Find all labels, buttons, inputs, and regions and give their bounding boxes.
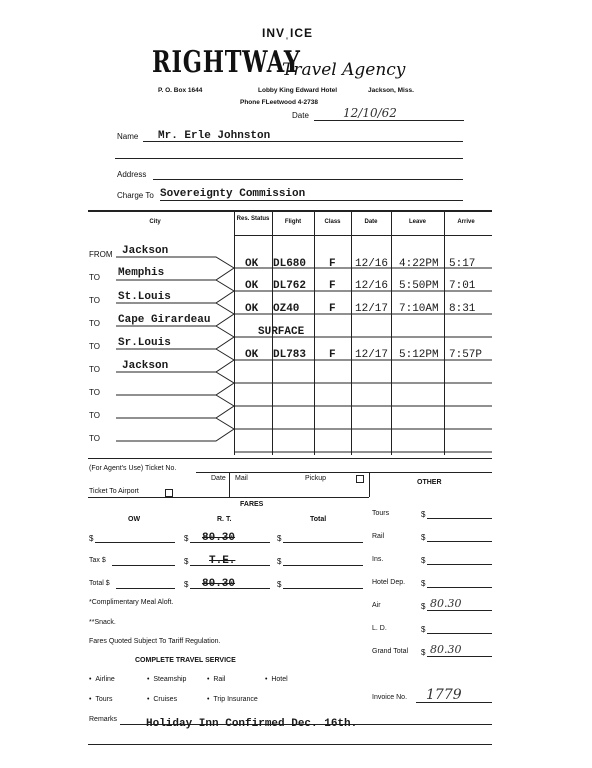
rail-label: Rail xyxy=(372,533,385,540)
leave-cell: 7:10AM xyxy=(399,303,439,315)
hotel-dep-label: Hotel Dep. xyxy=(372,579,406,586)
tax-rt-value: T.E. xyxy=(209,555,236,567)
class-cell: F xyxy=(329,280,336,292)
fare-rt-value: 80.30 xyxy=(202,532,236,544)
fares-ow: OW xyxy=(128,516,141,523)
service-rail: • Rail xyxy=(207,676,226,683)
city-state: Jackson, Miss. xyxy=(368,87,414,94)
airport-checkbox[interactable] xyxy=(165,489,173,497)
name-label: Name xyxy=(117,132,139,141)
air-label: Air xyxy=(372,602,381,609)
service-cruises: • Cruises xyxy=(147,696,178,703)
grand-total-label: Grand Total xyxy=(372,648,409,655)
agent-ticket-label: (For Agent's Use) Ticket No. xyxy=(89,465,177,472)
status-cell: OK xyxy=(245,303,259,315)
flight-cell: DL680 xyxy=(273,258,307,270)
total-label: Total $ xyxy=(89,580,110,587)
phone: Phone FLeetwood 4-2738 xyxy=(240,99,319,106)
leave-cell: 4:22PM xyxy=(399,258,439,270)
invoice-no-label: Invoice No. xyxy=(372,694,408,701)
arrive-cell: 5:17 xyxy=(449,258,476,270)
date-cell: 12/17 xyxy=(355,303,389,315)
arrive-cell: 8:31 xyxy=(449,303,476,315)
row-prefix: TO xyxy=(89,273,100,282)
service-airline: • Airline xyxy=(89,676,115,683)
arrive-cell: 7:01 xyxy=(449,280,476,292)
other-label: OTHER xyxy=(417,479,442,486)
status-cell: SURFACE xyxy=(258,326,305,338)
date-value: 12/10/62 xyxy=(343,106,397,120)
pickup-label: Pickup xyxy=(305,475,327,482)
meal-note: *Complimentary Meal Aloft. xyxy=(89,599,174,606)
status-cell: OK xyxy=(245,349,259,361)
service-trip-insurance: • Trip Insurance xyxy=(207,696,258,703)
ins-label: Ins. xyxy=(372,556,384,563)
ld-label: L. D. xyxy=(372,625,387,632)
col-flight: Flight xyxy=(284,219,302,225)
service-tours: • Tours xyxy=(89,696,113,703)
tariff-note: Fares Quoted Subject To Tariff Regulation. xyxy=(89,638,221,645)
row-prefix: TO xyxy=(89,388,100,397)
row-prefix: TO xyxy=(89,365,100,374)
row-prefix: TO xyxy=(89,411,100,420)
tax-label: Tax $ xyxy=(89,557,106,564)
remarks-label: Remarks xyxy=(89,716,118,723)
city-cell: Memphis xyxy=(118,267,165,279)
city-cell: Sr.Louis xyxy=(118,337,171,349)
pickup-checkbox[interactable] xyxy=(356,475,364,483)
arrive-cell: 7:57P xyxy=(449,349,483,361)
flight-cell: DL783 xyxy=(273,349,307,361)
po-box: P. O. Box 1644 xyxy=(158,87,203,94)
date-label: Date xyxy=(292,111,309,120)
name-value: Mr. Erle Johnston xyxy=(158,130,271,142)
row-prefix: TO xyxy=(89,342,100,351)
service-title: COMPLETE TRAVEL SERVICE xyxy=(135,657,236,664)
leave-cell: 5:12PM xyxy=(399,349,439,361)
snack-note: **Snack. xyxy=(89,619,116,626)
flight-cell: DL762 xyxy=(273,280,307,292)
col-city: City xyxy=(149,219,161,225)
grand-total-value: 80.30 xyxy=(430,643,462,656)
agency-logo: RIGHTWAY xyxy=(152,45,301,80)
invoice-no-value: 1779 xyxy=(426,687,462,703)
city-cell: Jackson xyxy=(122,360,169,372)
class-cell: F xyxy=(329,258,336,270)
hotel-address: Lobby King Edward Hotel xyxy=(258,87,338,94)
row-prefix: TO xyxy=(89,434,100,443)
col-class: Class xyxy=(324,219,341,225)
col-status: Res. Status xyxy=(236,216,270,222)
status-cell: OK xyxy=(245,280,259,292)
date-cell: 12/16 xyxy=(355,280,389,292)
row-prefix: TO xyxy=(89,296,100,305)
ticket-date-label: Date xyxy=(211,475,226,482)
total-rt-value: 80.30 xyxy=(202,578,236,590)
charge-label: Charge To xyxy=(117,191,154,200)
city-cell: Jackson xyxy=(122,245,169,257)
service-hotel: • Hotel xyxy=(265,676,288,683)
ticket-airport-label: Ticket To Airport xyxy=(89,488,139,495)
city-cell: Cape Girardeau xyxy=(118,314,211,326)
col-date: Date xyxy=(364,219,378,225)
class-cell: F xyxy=(329,349,336,361)
status-cell: OK xyxy=(245,258,259,270)
agency-script-name: Travel Agency xyxy=(282,60,406,80)
address-label: Address xyxy=(117,170,147,179)
row-prefix: FROM xyxy=(89,250,113,259)
date-cell: 12/16 xyxy=(355,258,389,270)
charge-value: Sovereignty Commission xyxy=(160,188,306,200)
fares-rt: R. T. xyxy=(217,516,232,523)
row-prefix: TO xyxy=(89,319,100,328)
mail-label: Mail xyxy=(235,475,248,482)
leave-cell: 5:50PM xyxy=(399,280,439,292)
city-cell: St.Louis xyxy=(118,291,171,303)
col-leave: Leave xyxy=(408,219,426,225)
remarks-value: Holiday Inn Confirmed Dec. 16th. xyxy=(146,718,358,730)
class-cell: F xyxy=(329,303,336,315)
service-steamship: • Steamship xyxy=(147,676,187,683)
flight-cell: OZ40 xyxy=(273,303,300,315)
air-value: 80.30 xyxy=(430,597,462,610)
fares-total: Total xyxy=(310,516,327,523)
col-arrive: Arrive xyxy=(457,219,475,225)
fares-title: FARES xyxy=(240,501,264,508)
tours-label: Tours xyxy=(372,510,390,517)
date-cell: 12/17 xyxy=(355,349,389,361)
invoice-title: INVˌICE xyxy=(262,26,314,40)
